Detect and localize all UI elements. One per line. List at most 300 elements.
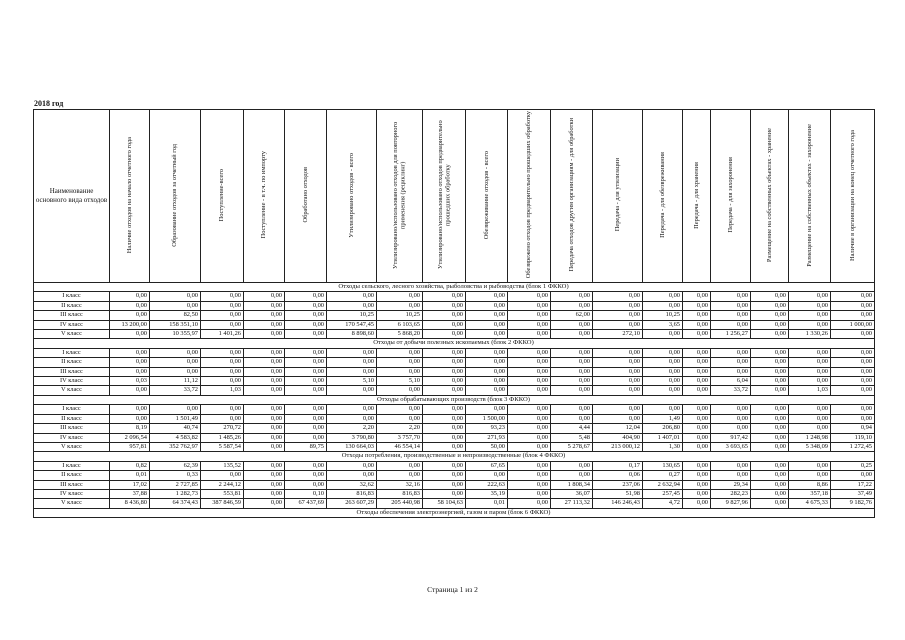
value-cell: 33,72 xyxy=(150,386,201,395)
value-cell: 146 246,43 xyxy=(593,499,643,508)
value-cell: 0,00 xyxy=(551,386,593,395)
value-cell: 0,00 xyxy=(508,414,551,423)
value-cell: 135,52 xyxy=(201,461,244,470)
block-title: Отходы обеспечения электроэнергией, газом и паром (блок 6 ФККО) xyxy=(34,508,875,517)
value-cell: 0,00 xyxy=(683,480,711,489)
value-cell: 222,63 xyxy=(466,480,508,489)
value-cell: 206,80 xyxy=(643,424,683,433)
column-header xyxy=(711,110,751,283)
value-cell: 404,90 xyxy=(593,433,643,442)
value-cell: 4 583,82 xyxy=(150,433,201,442)
value-cell: 0,00 xyxy=(110,414,150,423)
value-cell: 0,00 xyxy=(327,414,377,423)
column-header-label: Размещение на собственных объектах - захоронение xyxy=(805,123,813,267)
value-cell: 0,00 xyxy=(201,292,244,301)
value-cell: 0,00 xyxy=(327,461,377,470)
value-cell: 0,00 xyxy=(110,358,150,367)
column-header-label: Передача - для захоронения xyxy=(726,157,734,233)
table-row xyxy=(34,320,875,329)
value-cell: 1 485,26 xyxy=(201,433,244,442)
value-cell: 0,00 xyxy=(466,320,508,329)
block-title-row xyxy=(34,339,875,348)
value-cell: 0,00 xyxy=(508,405,551,414)
value-cell: 0,00 xyxy=(683,320,711,329)
value-cell: 0,00 xyxy=(683,489,711,498)
block-title: Отходы от добычи полезных ископаемых (блок 2 ФККО) xyxy=(34,339,875,348)
value-cell: 0,00 xyxy=(683,330,711,339)
value-cell: 0,00 xyxy=(593,358,643,367)
value-cell: 82,50 xyxy=(150,311,201,320)
value-cell: 158 351,10 xyxy=(150,320,201,329)
value-cell: 0,00 xyxy=(593,320,643,329)
value-cell: 0,00 xyxy=(751,358,789,367)
value-cell: 1 501,49 xyxy=(150,414,201,423)
value-cell: 62,00 xyxy=(551,311,593,320)
value-cell: 0,00 xyxy=(201,358,244,367)
value-cell: 0,00 xyxy=(643,348,683,357)
value-cell: 0,00 xyxy=(551,367,593,376)
value-cell: 0,06 xyxy=(593,471,643,480)
value-cell: 0,00 xyxy=(423,424,466,433)
value-cell: 0,00 xyxy=(244,414,285,423)
value-cell: 10,25 xyxy=(643,311,683,320)
value-cell: 0,00 xyxy=(683,442,711,451)
value-cell: 0,00 xyxy=(377,471,423,480)
table-row xyxy=(34,471,875,480)
value-cell: 0,00 xyxy=(377,301,423,310)
value-cell: 119,10 xyxy=(831,433,875,442)
value-cell: 0,25 xyxy=(831,461,875,470)
column-header xyxy=(327,110,377,283)
value-cell: 917,42 xyxy=(711,433,751,442)
value-cell: 0,00 xyxy=(423,471,466,480)
value-cell: 0,00 xyxy=(285,386,327,395)
value-cell: 0,00 xyxy=(508,461,551,470)
column-header-label: Поступление-всего xyxy=(218,168,226,222)
value-cell: 0,00 xyxy=(150,367,201,376)
value-cell: 0,00 xyxy=(643,358,683,367)
value-cell: 0,00 xyxy=(751,489,789,498)
value-cell: 64 374,43 xyxy=(150,499,201,508)
value-cell: 0,00 xyxy=(508,367,551,376)
value-cell: 0,00 xyxy=(683,311,711,320)
value-cell: 2 632,94 xyxy=(643,480,683,489)
value-cell: 0,00 xyxy=(508,311,551,320)
value-cell: 0,00 xyxy=(831,311,875,320)
value-cell: 0,00 xyxy=(831,358,875,367)
value-cell: 0,00 xyxy=(683,377,711,386)
value-cell: 0,00 xyxy=(643,301,683,310)
value-cell: 0,00 xyxy=(789,311,831,320)
value-cell: 89,75 xyxy=(285,442,327,451)
table-row xyxy=(34,367,875,376)
value-cell: 282,23 xyxy=(711,489,751,498)
value-cell: 0,00 xyxy=(150,348,201,357)
value-cell: 67 437,69 xyxy=(285,499,327,508)
value-cell: 257,45 xyxy=(643,489,683,498)
value-cell: 0,00 xyxy=(831,471,875,480)
column-header xyxy=(789,110,831,283)
value-cell: 0,00 xyxy=(508,442,551,451)
value-cell: 0,00 xyxy=(466,386,508,395)
value-cell: 130,65 xyxy=(643,461,683,470)
value-cell: 0,00 xyxy=(423,386,466,395)
hazard-class-cell: IV класс xyxy=(34,320,110,329)
value-cell: 1 282,73 xyxy=(150,489,201,498)
value-cell: 0,00 xyxy=(683,499,711,508)
value-cell: 0,00 xyxy=(466,330,508,339)
value-cell: 0,00 xyxy=(711,292,751,301)
value-cell: 0,00 xyxy=(423,301,466,310)
value-cell: 0,00 xyxy=(711,367,751,376)
value-cell: 0,00 xyxy=(285,377,327,386)
value-cell: 0,00 xyxy=(593,311,643,320)
value-cell: 33,72 xyxy=(711,386,751,395)
value-cell: 0,00 xyxy=(423,461,466,470)
value-cell: 0,01 xyxy=(110,471,150,480)
column-header-label: Передача - для хранения xyxy=(692,161,700,229)
value-cell: 0,00 xyxy=(551,320,593,329)
value-cell: 0,00 xyxy=(789,367,831,376)
value-cell: 357,18 xyxy=(789,489,831,498)
column-header-label: Обезврежено отходов предварительно прошедших обработку xyxy=(525,111,533,279)
value-cell: 270,72 xyxy=(201,424,244,433)
table-row xyxy=(34,386,875,395)
value-cell: 0,00 xyxy=(377,414,423,423)
value-cell: 0,00 xyxy=(683,424,711,433)
value-cell: 0,00 xyxy=(711,405,751,414)
value-cell: 1,03 xyxy=(201,386,244,395)
value-cell: 0,00 xyxy=(751,320,789,329)
value-cell: 0,00 xyxy=(327,301,377,310)
value-cell: 0,00 xyxy=(751,292,789,301)
value-cell: 816,83 xyxy=(377,489,423,498)
value-cell: 0,00 xyxy=(683,386,711,395)
value-cell: 0,00 xyxy=(244,433,285,442)
value-cell: 0,00 xyxy=(789,377,831,386)
value-cell: 0,00 xyxy=(831,377,875,386)
value-cell: 0,00 xyxy=(285,301,327,310)
value-cell: 0,00 xyxy=(711,348,751,357)
value-cell: 0,00 xyxy=(327,348,377,357)
value-cell: 0,00 xyxy=(683,405,711,414)
value-cell: 0,00 xyxy=(789,301,831,310)
value-cell: 35,19 xyxy=(466,489,508,498)
value-cell: 0,00 xyxy=(831,330,875,339)
value-cell: 0,00 xyxy=(508,301,551,310)
value-cell: 957,81 xyxy=(110,442,150,451)
value-cell: 5,48 xyxy=(551,433,593,442)
hazard-class-cell: III класс xyxy=(34,424,110,433)
value-cell: 0,00 xyxy=(508,358,551,367)
value-cell: 0,00 xyxy=(201,348,244,357)
hazard-class-cell: II класс xyxy=(34,414,110,423)
value-cell: 0,00 xyxy=(423,348,466,357)
table-row xyxy=(34,461,875,470)
value-cell: 0,00 xyxy=(423,330,466,339)
block-title: Отходы сельского, лесного хозяйства, рыболовства и рыбоводства (блок 1 ФККО) xyxy=(34,283,875,292)
value-cell: 0,00 xyxy=(377,405,423,414)
table-row xyxy=(34,377,875,386)
value-cell: 36,07 xyxy=(551,489,593,498)
value-cell: 130 664,03 xyxy=(327,442,377,451)
hazard-class-cell: V класс xyxy=(34,386,110,395)
value-cell: 0,00 xyxy=(285,461,327,470)
value-cell: 816,83 xyxy=(327,489,377,498)
value-cell: 0,00 xyxy=(711,461,751,470)
value-cell: 0,00 xyxy=(831,348,875,357)
value-cell: 0,00 xyxy=(244,461,285,470)
value-cell: 0,00 xyxy=(508,348,551,357)
value-cell: 0,00 xyxy=(831,292,875,301)
value-cell: 0,00 xyxy=(643,405,683,414)
value-cell: 0,00 xyxy=(244,480,285,489)
value-cell: 2 244,12 xyxy=(201,480,244,489)
value-cell: 0,00 xyxy=(551,414,593,423)
value-cell: 6,04 xyxy=(711,377,751,386)
table-row xyxy=(34,405,875,414)
column-header-label: Утилизировано/использовано отходов для повторного применения (рециклинг) xyxy=(392,121,407,269)
value-cell: 0,00 xyxy=(244,301,285,310)
block-title: Отходы потребления, производственные и непроизводственные (блок 4 ФККО) xyxy=(34,452,875,461)
value-cell: 10 355,97 xyxy=(150,330,201,339)
value-cell: 0,00 xyxy=(150,358,201,367)
value-cell: 40,74 xyxy=(150,424,201,433)
block-title: Отходы обрабатывающих производств (блок 3 ФККО) xyxy=(34,395,875,404)
table-row xyxy=(34,348,875,357)
hazard-class-cell: II класс xyxy=(34,471,110,480)
value-cell: 0,00 xyxy=(110,405,150,414)
value-cell: 0,00 xyxy=(244,442,285,451)
hazard-class-cell: I класс xyxy=(34,461,110,470)
value-cell: 0,00 xyxy=(551,330,593,339)
value-cell: 272,10 xyxy=(593,330,643,339)
value-cell: 0,00 xyxy=(285,311,327,320)
value-cell: 1 256,27 xyxy=(711,330,751,339)
value-cell: 0,00 xyxy=(285,433,327,442)
value-cell: 0,00 xyxy=(466,471,508,480)
value-cell: 0,00 xyxy=(466,377,508,386)
value-cell: 13 200,00 xyxy=(110,320,150,329)
value-cell: 0,00 xyxy=(244,424,285,433)
value-cell: 271,93 xyxy=(466,433,508,442)
value-cell: 0,00 xyxy=(150,292,201,301)
value-cell: 0,00 xyxy=(711,414,751,423)
value-cell: 205 440,98 xyxy=(377,499,423,508)
value-cell: 37,88 xyxy=(110,489,150,498)
value-cell: 0,00 xyxy=(551,358,593,367)
value-cell: 10,25 xyxy=(327,311,377,320)
value-cell: 0,00 xyxy=(551,471,593,480)
value-cell: 0,00 xyxy=(751,405,789,414)
value-cell: 0,17 xyxy=(593,461,643,470)
value-cell: 0,00 xyxy=(789,414,831,423)
value-cell: 0,00 xyxy=(593,348,643,357)
hazard-class-cell: I класс xyxy=(34,348,110,357)
value-cell: 5,10 xyxy=(327,377,377,386)
value-cell: 0,00 xyxy=(831,386,875,395)
column-header-label: Передача - для утилизации xyxy=(613,158,621,232)
table-row xyxy=(34,358,875,367)
value-cell: 0,00 xyxy=(244,377,285,386)
value-cell: 3 693,65 xyxy=(711,442,751,451)
table-row xyxy=(34,311,875,320)
value-cell: 93,23 xyxy=(466,424,508,433)
value-cell: 0,00 xyxy=(508,320,551,329)
table-row xyxy=(34,424,875,433)
value-cell: 67,65 xyxy=(466,461,508,470)
value-cell: 0,00 xyxy=(201,471,244,480)
table-row xyxy=(34,414,875,423)
table-row xyxy=(34,330,875,339)
page-footer: Страница 1 из 2 xyxy=(427,585,478,594)
hazard-class-cell: III класс xyxy=(34,367,110,376)
column-header xyxy=(377,110,423,283)
value-cell: 0,00 xyxy=(751,461,789,470)
hazard-class-cell: III класс xyxy=(34,311,110,320)
value-cell: 1 500,00 xyxy=(466,414,508,423)
value-cell: 0,00 xyxy=(593,414,643,423)
value-cell: 237,06 xyxy=(593,480,643,489)
value-cell: 0,00 xyxy=(110,301,150,310)
column-header xyxy=(751,110,789,283)
value-cell: 0,00 xyxy=(244,367,285,376)
value-cell: 0,00 xyxy=(508,433,551,442)
value-cell: 0,00 xyxy=(244,471,285,480)
table-row xyxy=(34,292,875,301)
value-cell: 0,00 xyxy=(377,461,423,470)
value-cell: 0,00 xyxy=(244,499,285,508)
value-cell: 0,00 xyxy=(711,471,751,480)
value-cell: 0,00 xyxy=(831,301,875,310)
value-cell: 0,00 xyxy=(466,405,508,414)
value-cell: 0,10 xyxy=(285,489,327,498)
value-cell: 0,00 xyxy=(377,358,423,367)
value-cell: 0,00 xyxy=(789,405,831,414)
value-cell: 0,00 xyxy=(551,405,593,414)
value-cell: 8 436,80 xyxy=(110,499,150,508)
value-cell: 0,00 xyxy=(508,471,551,480)
value-cell: 0,00 xyxy=(201,301,244,310)
value-cell: 1 000,00 xyxy=(831,320,875,329)
value-cell: 5 587,54 xyxy=(201,442,244,451)
value-cell: 0,00 xyxy=(643,377,683,386)
value-cell: 0,00 xyxy=(551,301,593,310)
value-cell: 0,00 xyxy=(789,461,831,470)
value-cell: 37,49 xyxy=(831,489,875,498)
table-body xyxy=(34,283,875,518)
column-header xyxy=(593,110,643,283)
table-row xyxy=(34,433,875,442)
value-cell: 17,02 xyxy=(110,480,150,489)
block-title-row xyxy=(34,452,875,461)
value-cell: 0,00 xyxy=(831,367,875,376)
value-cell: 0,00 xyxy=(244,292,285,301)
value-cell: 0,00 xyxy=(711,358,751,367)
column-header-label: Обработано отходов xyxy=(301,167,309,223)
value-cell: 0,00 xyxy=(551,292,593,301)
value-cell: 263 607,29 xyxy=(327,499,377,508)
value-cell: 0,00 xyxy=(711,301,751,310)
hazard-class-cell: V класс xyxy=(34,442,110,451)
column-header xyxy=(244,110,285,283)
value-cell: 1,03 xyxy=(789,386,831,395)
value-cell: 0,33 xyxy=(150,471,201,480)
column-header-label: Передача - для обезвреживания xyxy=(658,152,666,238)
value-cell: 170 547,45 xyxy=(327,320,377,329)
value-cell: 0,00 xyxy=(327,405,377,414)
value-cell: 0,00 xyxy=(751,301,789,310)
block-title-row xyxy=(34,283,875,292)
block-title-row xyxy=(34,395,875,404)
column-header-label: Размещение на собственных объектах - хранение xyxy=(765,127,773,263)
value-cell: 0,00 xyxy=(466,301,508,310)
value-cell: 0,00 xyxy=(423,489,466,498)
value-cell: 0,00 xyxy=(423,367,466,376)
value-cell: 0,00 xyxy=(423,405,466,414)
value-cell: 0,00 xyxy=(751,433,789,442)
hazard-class-cell: V класс xyxy=(34,499,110,508)
value-cell: 1 272,45 xyxy=(831,442,875,451)
value-cell: 0,00 xyxy=(751,386,789,395)
value-cell: 0,00 xyxy=(201,320,244,329)
value-cell: 0,00 xyxy=(110,292,150,301)
value-cell: 0,00 xyxy=(285,292,327,301)
value-cell: 0,00 xyxy=(789,424,831,433)
value-cell: 1,49 xyxy=(643,414,683,423)
hazard-class-cell: V класс xyxy=(34,330,110,339)
value-cell: 0,03 xyxy=(110,377,150,386)
value-cell: 0,00 xyxy=(244,405,285,414)
value-cell: 5 348,09 xyxy=(789,442,831,451)
value-cell: 3 757,70 xyxy=(377,433,423,442)
table-header-row xyxy=(34,110,875,283)
value-cell: 2,20 xyxy=(377,424,423,433)
value-cell: 0,00 xyxy=(150,301,201,310)
column-header xyxy=(423,110,466,283)
value-cell: 11,12 xyxy=(150,377,201,386)
value-cell: 0,00 xyxy=(285,424,327,433)
value-cell: 0,00 xyxy=(551,348,593,357)
value-cell: 0,00 xyxy=(423,311,466,320)
value-cell: 0,00 xyxy=(110,311,150,320)
value-cell: 0,00 xyxy=(201,414,244,423)
value-cell: 0,00 xyxy=(751,471,789,480)
value-cell: 0,00 xyxy=(285,320,327,329)
value-cell: 0,00 xyxy=(751,414,789,423)
value-cell: 3 790,80 xyxy=(327,433,377,442)
value-cell: 0,00 xyxy=(285,471,327,480)
value-cell: 0,00 xyxy=(593,367,643,376)
table-row xyxy=(34,301,875,310)
value-cell: 0,00 xyxy=(423,358,466,367)
value-cell: 2,20 xyxy=(327,424,377,433)
value-cell: 0,00 xyxy=(789,348,831,357)
column-header-label: Передача отходов другим организациям - для обработки xyxy=(567,118,575,272)
value-cell: 1 808,34 xyxy=(551,480,593,489)
value-cell: 0,00 xyxy=(751,442,789,451)
value-cell: 0,00 xyxy=(423,433,466,442)
hazard-class-cell: II класс xyxy=(34,301,110,310)
value-cell: 0,00 xyxy=(593,386,643,395)
value-cell: 0,00 xyxy=(508,489,551,498)
value-cell: 0,00 xyxy=(423,292,466,301)
value-cell: 0,00 xyxy=(285,358,327,367)
value-cell: 0,00 xyxy=(711,424,751,433)
value-cell: 0,00 xyxy=(789,292,831,301)
value-cell: 0,00 xyxy=(551,461,593,470)
value-cell: 0,00 xyxy=(751,348,789,357)
